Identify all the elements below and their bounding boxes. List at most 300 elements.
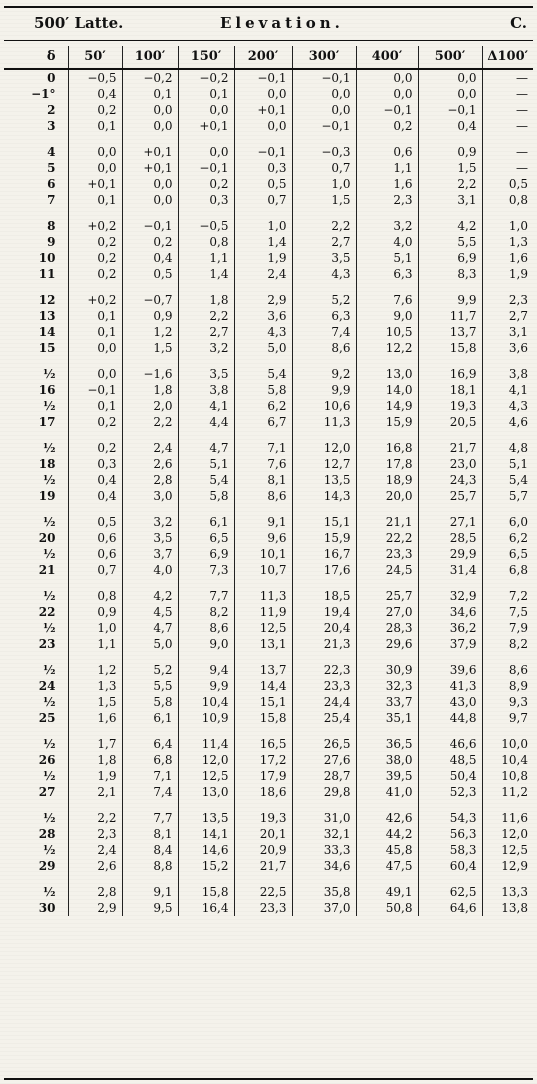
table-cell: 1,8 bbox=[122, 382, 178, 398]
table-cell: 1,0 bbox=[482, 218, 533, 234]
table-cell: 5,1 bbox=[356, 250, 418, 266]
table-cell: 9,9 bbox=[178, 678, 234, 694]
table-cell: 2,3 bbox=[482, 292, 533, 308]
table-cell: 7,5 bbox=[482, 604, 533, 620]
table-cell: 1,4 bbox=[234, 234, 292, 250]
table-cell: 0,7 bbox=[292, 160, 356, 176]
table-cell: 5,0 bbox=[234, 340, 292, 356]
table-cell: 3,1 bbox=[482, 324, 533, 340]
row-label: 8 bbox=[47, 219, 56, 233]
row-spacer bbox=[4, 800, 533, 810]
table-cell: 50,8 bbox=[356, 900, 418, 916]
table-row bbox=[4, 710, 533, 726]
table-cell: 41,0 bbox=[356, 784, 418, 800]
table-cell: +0,1 bbox=[122, 160, 178, 176]
row-label: ½ bbox=[42, 695, 56, 709]
table-cell: 25,4 bbox=[292, 710, 356, 726]
table-cell: 0,0 bbox=[234, 86, 292, 102]
table-cell: 9,1 bbox=[234, 514, 292, 530]
table-cell: 0,4 bbox=[68, 86, 122, 102]
row-spacer bbox=[4, 208, 533, 218]
table-cell: 5,8 bbox=[234, 382, 292, 398]
table-cell: 13,8 bbox=[482, 900, 533, 916]
row-label: 26 bbox=[38, 753, 56, 767]
table-cell: 6,9 bbox=[418, 250, 482, 266]
table-cell: 20,0 bbox=[356, 488, 418, 504]
table-cell: 0,7 bbox=[68, 562, 122, 578]
table-cell: 20,1 bbox=[234, 826, 292, 842]
table-cell: 15,8 bbox=[178, 884, 234, 900]
row-label: 5 bbox=[47, 161, 56, 175]
table-row bbox=[4, 736, 533, 752]
table-cell: 1,0 bbox=[292, 176, 356, 192]
row-label: 17 bbox=[38, 415, 56, 429]
table-cell: 0,4 bbox=[122, 250, 178, 266]
table-cell: 9,4 bbox=[178, 662, 234, 678]
table-cell: 12,5 bbox=[482, 842, 533, 858]
table-cell: 4,3 bbox=[292, 266, 356, 282]
table-cell: 8,1 bbox=[122, 826, 178, 842]
table-cell: 5,2 bbox=[122, 662, 178, 678]
table-cell: 4,1 bbox=[178, 398, 234, 414]
table-cell: −0,1 bbox=[68, 382, 122, 398]
table-cell: 10,4 bbox=[482, 752, 533, 768]
table-cell: 0,8 bbox=[482, 192, 533, 208]
row-spacer bbox=[4, 578, 533, 588]
table-cell: 0,2 bbox=[68, 102, 122, 118]
table-cell: 7,4 bbox=[122, 784, 178, 800]
table-cell: 14,3 bbox=[292, 488, 356, 504]
table-cell: 4,5 bbox=[122, 604, 178, 620]
table-cell: 4,2 bbox=[418, 218, 482, 234]
table-cell: −0,2 bbox=[178, 69, 234, 86]
elevation-table bbox=[4, 46, 533, 916]
table-cell: 0,5 bbox=[68, 514, 122, 530]
table-cell: 56,3 bbox=[418, 826, 482, 842]
table-cell: 0,0 bbox=[68, 160, 122, 176]
table-cell: 11,3 bbox=[234, 588, 292, 604]
table-cell: 11,6 bbox=[482, 810, 533, 826]
row-label: ½ bbox=[42, 515, 56, 529]
table-cell: 2,2 bbox=[122, 414, 178, 430]
table-cell: 15,8 bbox=[234, 710, 292, 726]
table-cell: 26,5 bbox=[292, 736, 356, 752]
table-cell: 16,9 bbox=[418, 366, 482, 382]
table-cell: 23,3 bbox=[356, 546, 418, 562]
table-cell: 32,9 bbox=[418, 588, 482, 604]
table-cell: 0,0 bbox=[356, 86, 418, 102]
table-cell: −1,6 bbox=[122, 366, 178, 382]
row-label: ½ bbox=[42, 737, 56, 751]
table-cell: 6,9 bbox=[178, 546, 234, 562]
table-cell: 46,6 bbox=[418, 736, 482, 752]
table-cell: 2,8 bbox=[68, 884, 122, 900]
header-left-label: 500′ Latte. bbox=[34, 14, 124, 32]
table-cell: 0,5 bbox=[482, 176, 533, 192]
table-cell: 2,7 bbox=[292, 234, 356, 250]
row-label: 21 bbox=[38, 563, 56, 577]
column-header: 300′ bbox=[292, 46, 356, 69]
table-cell: 0,6 bbox=[68, 546, 122, 562]
table-cell: 7,2 bbox=[482, 588, 533, 604]
table-cell: 5,1 bbox=[178, 456, 234, 472]
table-cell: 28,3 bbox=[356, 620, 418, 636]
table-cell: 6,7 bbox=[234, 414, 292, 430]
row-spacer bbox=[4, 282, 533, 292]
table-cell: 10,9 bbox=[178, 710, 234, 726]
table-cell: 16,4 bbox=[178, 900, 234, 916]
table-cell: 3,6 bbox=[234, 308, 292, 324]
table-cell: 12,0 bbox=[482, 826, 533, 842]
table-cell: +0,1 bbox=[122, 144, 178, 160]
table-cell: 27,1 bbox=[418, 514, 482, 530]
table-row bbox=[4, 694, 533, 710]
table-row bbox=[4, 562, 533, 578]
row-label: 4 bbox=[47, 145, 56, 159]
table-row bbox=[4, 250, 533, 266]
table-cell: +0,1 bbox=[178, 118, 234, 134]
table-cell: 15,8 bbox=[418, 340, 482, 356]
table-row bbox=[4, 678, 533, 694]
row-label: ½ bbox=[42, 399, 56, 413]
table-cell: 13,0 bbox=[356, 366, 418, 382]
table-cell: 6,0 bbox=[482, 514, 533, 530]
table-cell: 36,5 bbox=[356, 736, 418, 752]
table-cell: 0,0 bbox=[234, 118, 292, 134]
table-cell: 3,5 bbox=[292, 250, 356, 266]
table-cell: 58,3 bbox=[418, 842, 482, 858]
table-cell: 0,0 bbox=[68, 366, 122, 382]
table-cell: 29,8 bbox=[292, 784, 356, 800]
table-cell: 8,6 bbox=[292, 340, 356, 356]
row-label: 20 bbox=[38, 531, 56, 545]
table-cell: 2,1 bbox=[68, 784, 122, 800]
row-label: 18 bbox=[38, 457, 56, 471]
table-cell: −0,1 bbox=[178, 160, 234, 176]
table-cell: 1,9 bbox=[234, 250, 292, 266]
table-cell: 0,9 bbox=[68, 604, 122, 620]
header-rule bbox=[4, 40, 533, 41]
table-cell: 31,0 bbox=[292, 810, 356, 826]
table-cell: 8,6 bbox=[482, 662, 533, 678]
table-row bbox=[4, 366, 533, 382]
row-label: ½ bbox=[42, 473, 56, 487]
table-row bbox=[4, 826, 533, 842]
table-row bbox=[4, 588, 533, 604]
table-cell: +0,2 bbox=[68, 292, 122, 308]
table-row bbox=[4, 382, 533, 398]
row-label: ½ bbox=[42, 621, 56, 635]
table-cell: 0,0 bbox=[122, 102, 178, 118]
table-cell: 4,3 bbox=[234, 324, 292, 340]
table-cell: 11,9 bbox=[234, 604, 292, 620]
table-row bbox=[4, 102, 533, 118]
table-cell: 0,2 bbox=[68, 414, 122, 430]
table-cell: 0,1 bbox=[68, 324, 122, 340]
table-cell: 18,5 bbox=[292, 588, 356, 604]
table-cell: 4,3 bbox=[482, 398, 533, 414]
row-label: 22 bbox=[38, 605, 56, 619]
row-label: −1° bbox=[31, 87, 56, 101]
table-cell: 4,0 bbox=[122, 562, 178, 578]
table-cell: 3,8 bbox=[178, 382, 234, 398]
table-cell: 9,9 bbox=[292, 382, 356, 398]
table-cell: 2,0 bbox=[122, 398, 178, 414]
table-cell: 0,3 bbox=[68, 456, 122, 472]
table-cell: 0,0 bbox=[178, 144, 234, 160]
table-cell: 0,1 bbox=[178, 86, 234, 102]
table-cell: 0,2 bbox=[68, 266, 122, 282]
table-cell: 1,5 bbox=[292, 192, 356, 208]
table-cell: 5,1 bbox=[482, 456, 533, 472]
table-cell: 4,8 bbox=[482, 440, 533, 456]
table-cell: 10,7 bbox=[234, 562, 292, 578]
table-cell: 22,2 bbox=[356, 530, 418, 546]
column-header: δ bbox=[4, 46, 68, 69]
table-cell: 19,3 bbox=[418, 398, 482, 414]
table-cell: 10,0 bbox=[482, 736, 533, 752]
table-cell: 6,8 bbox=[482, 562, 533, 578]
table-cell: 24,4 bbox=[292, 694, 356, 710]
table-cell: −0,1 bbox=[292, 69, 356, 86]
row-label: 9 bbox=[47, 235, 56, 249]
table-cell: 28,5 bbox=[418, 530, 482, 546]
table-cell: 17,8 bbox=[356, 456, 418, 472]
table-cell: 12,5 bbox=[234, 620, 292, 636]
table-cell: 15,1 bbox=[234, 694, 292, 710]
table-cell: 1,0 bbox=[234, 218, 292, 234]
table-cell: 6,3 bbox=[292, 308, 356, 324]
table-cell: 20,9 bbox=[234, 842, 292, 858]
table-row bbox=[4, 118, 533, 134]
row-spacer bbox=[4, 652, 533, 662]
table-cell: 8,6 bbox=[234, 488, 292, 504]
table-cell: 11,3 bbox=[292, 414, 356, 430]
table-cell: 62,5 bbox=[418, 884, 482, 900]
table-cell: 9,7 bbox=[482, 710, 533, 726]
table-cell: 4,7 bbox=[178, 440, 234, 456]
row-label: ½ bbox=[42, 663, 56, 677]
table-row bbox=[4, 768, 533, 784]
table-cell: 0,8 bbox=[178, 234, 234, 250]
table-cell: 0,4 bbox=[68, 472, 122, 488]
row-label: 12 bbox=[38, 293, 56, 307]
table-cell: 1,8 bbox=[178, 292, 234, 308]
table-cell: 0,2 bbox=[68, 234, 122, 250]
row-label: ½ bbox=[42, 547, 56, 561]
table-cell: 1,1 bbox=[178, 250, 234, 266]
table-cell: 12,0 bbox=[178, 752, 234, 768]
table-cell: 15,1 bbox=[292, 514, 356, 530]
table-cell: 13,0 bbox=[178, 784, 234, 800]
table-cell: 0,0 bbox=[68, 340, 122, 356]
table-cell: 15,2 bbox=[178, 858, 234, 874]
table-body bbox=[4, 69, 533, 916]
row-label: 27 bbox=[38, 785, 56, 799]
table-cell: 39,5 bbox=[356, 768, 418, 784]
table-row bbox=[4, 784, 533, 800]
row-label: 23 bbox=[38, 637, 56, 651]
table-cell: 6,5 bbox=[482, 546, 533, 562]
table-row bbox=[4, 324, 533, 340]
table-cell: 13,5 bbox=[178, 810, 234, 826]
table-cell: 2,3 bbox=[68, 826, 122, 842]
table-cell: 34,6 bbox=[418, 604, 482, 620]
table-cell: 13,3 bbox=[482, 884, 533, 900]
table-cell: 0,1 bbox=[68, 118, 122, 134]
table-cell: 14,0 bbox=[356, 382, 418, 398]
table-cell: — bbox=[482, 144, 533, 160]
table-cell: 23,0 bbox=[418, 456, 482, 472]
table-cell: 1,1 bbox=[356, 160, 418, 176]
row-label: ½ bbox=[42, 885, 56, 899]
row-label: ½ bbox=[42, 589, 56, 603]
table-cell: 9,5 bbox=[122, 900, 178, 916]
table-cell: 6,1 bbox=[122, 710, 178, 726]
row-label: 25 bbox=[38, 711, 56, 725]
table-cell: 4,6 bbox=[482, 414, 533, 430]
table-cell: +0,2 bbox=[68, 218, 122, 234]
row-label: 28 bbox=[38, 827, 56, 841]
row-label: 7 bbox=[47, 193, 56, 207]
table-cell: −0,3 bbox=[292, 144, 356, 160]
column-header: 200′ bbox=[234, 46, 292, 69]
table-row bbox=[4, 810, 533, 826]
table-cell: 4,2 bbox=[122, 588, 178, 604]
table-cell: 15,9 bbox=[356, 414, 418, 430]
table-cell: 10,1 bbox=[234, 546, 292, 562]
row-label: 10 bbox=[38, 251, 56, 265]
table-cell: 21,7 bbox=[418, 440, 482, 456]
table-cell: 2,7 bbox=[178, 324, 234, 340]
table-cell: 6,3 bbox=[356, 266, 418, 282]
table-cell: 3,7 bbox=[122, 546, 178, 562]
table-cell: 8,6 bbox=[178, 620, 234, 636]
table-cell: 16,8 bbox=[356, 440, 418, 456]
table-row bbox=[4, 488, 533, 504]
table-cell: 4,4 bbox=[178, 414, 234, 430]
table-cell: 6,5 bbox=[178, 530, 234, 546]
table-cell: — bbox=[482, 102, 533, 118]
table-cell: 37,0 bbox=[292, 900, 356, 916]
row-spacer bbox=[4, 356, 533, 366]
table-cell: 5,4 bbox=[482, 472, 533, 488]
row-label: ½ bbox=[42, 769, 56, 783]
table-cell: 9,0 bbox=[178, 636, 234, 652]
table-cell: 2,8 bbox=[122, 472, 178, 488]
table-cell: 7,6 bbox=[234, 456, 292, 472]
table-cell: 5,8 bbox=[122, 694, 178, 710]
table-cell: 32,1 bbox=[292, 826, 356, 842]
table-cell: 43,0 bbox=[418, 694, 482, 710]
table-cell: 2,6 bbox=[68, 858, 122, 874]
table-cell: 21,3 bbox=[292, 636, 356, 652]
table-row bbox=[4, 636, 533, 652]
table-cell: 1,9 bbox=[482, 266, 533, 282]
table-cell: 8,2 bbox=[178, 604, 234, 620]
table-cell: 0,6 bbox=[68, 530, 122, 546]
table-cell: 5,4 bbox=[178, 472, 234, 488]
table-cell: 2,9 bbox=[68, 900, 122, 916]
column-header-row bbox=[4, 46, 533, 69]
table-row bbox=[4, 308, 533, 324]
table-cell: 30,9 bbox=[356, 662, 418, 678]
table-cell: 10,6 bbox=[292, 398, 356, 414]
table-cell: 1,3 bbox=[482, 234, 533, 250]
table-cell: 22,5 bbox=[234, 884, 292, 900]
table-row bbox=[4, 176, 533, 192]
table-cell: 0,3 bbox=[234, 160, 292, 176]
table-cell: 1,8 bbox=[68, 752, 122, 768]
table-cell: 7,6 bbox=[356, 292, 418, 308]
table-cell: 1,5 bbox=[418, 160, 482, 176]
table-cell: 8,8 bbox=[122, 858, 178, 874]
table-cell: 0,4 bbox=[68, 488, 122, 504]
table-cell: 24,3 bbox=[418, 472, 482, 488]
table-cell: 19,4 bbox=[292, 604, 356, 620]
table-cell: 3,6 bbox=[482, 340, 533, 356]
table-row bbox=[4, 234, 533, 250]
table-cell: 2,2 bbox=[418, 176, 482, 192]
table-cell: 0,0 bbox=[122, 118, 178, 134]
table-cell: 0,3 bbox=[178, 192, 234, 208]
table-cell: — bbox=[482, 160, 533, 176]
row-label: 30 bbox=[38, 901, 56, 915]
table-row bbox=[4, 514, 533, 530]
table-row bbox=[4, 292, 533, 308]
table-cell: 24,5 bbox=[356, 562, 418, 578]
table-cell: 5,7 bbox=[482, 488, 533, 504]
table-row bbox=[4, 69, 533, 86]
table-cell: 0,0 bbox=[122, 192, 178, 208]
table-cell: 1,9 bbox=[68, 768, 122, 784]
table-cell: 17,2 bbox=[234, 752, 292, 768]
row-label: 14 bbox=[38, 325, 56, 339]
column-header: 150′ bbox=[178, 46, 234, 69]
table-cell: 32,3 bbox=[356, 678, 418, 694]
table-cell: 14,1 bbox=[178, 826, 234, 842]
table-cell: 0,6 bbox=[356, 144, 418, 160]
table-row bbox=[4, 160, 533, 176]
table-row bbox=[4, 884, 533, 900]
table-cell: −0,1 bbox=[122, 218, 178, 234]
table-cell: 22,3 bbox=[292, 662, 356, 678]
table-cell: 35,1 bbox=[356, 710, 418, 726]
table-cell: 60,4 bbox=[418, 858, 482, 874]
table-cell: 7,7 bbox=[122, 810, 178, 826]
table-row bbox=[4, 86, 533, 102]
table-cell: 9,3 bbox=[482, 694, 533, 710]
table-cell: 0,1 bbox=[68, 192, 122, 208]
header-right-label: C. bbox=[510, 14, 527, 32]
table-cell: 2,3 bbox=[356, 192, 418, 208]
table-cell: 7,1 bbox=[122, 768, 178, 784]
table-cell: 17,9 bbox=[234, 768, 292, 784]
table-cell: 17,6 bbox=[292, 562, 356, 578]
table-cell: 6,2 bbox=[234, 398, 292, 414]
table-cell: −0,1 bbox=[234, 144, 292, 160]
row-label: 19 bbox=[38, 489, 56, 503]
table-cell: 0,2 bbox=[356, 118, 418, 134]
table-row bbox=[4, 456, 533, 472]
table-cell: 1,5 bbox=[68, 694, 122, 710]
column-header: Δ100′ bbox=[482, 46, 533, 69]
table-row bbox=[4, 546, 533, 562]
row-label: 0 bbox=[47, 71, 56, 85]
table-cell: 0,7 bbox=[234, 192, 292, 208]
table-cell: 9,2 bbox=[292, 366, 356, 382]
table-cell: 1,0 bbox=[68, 620, 122, 636]
